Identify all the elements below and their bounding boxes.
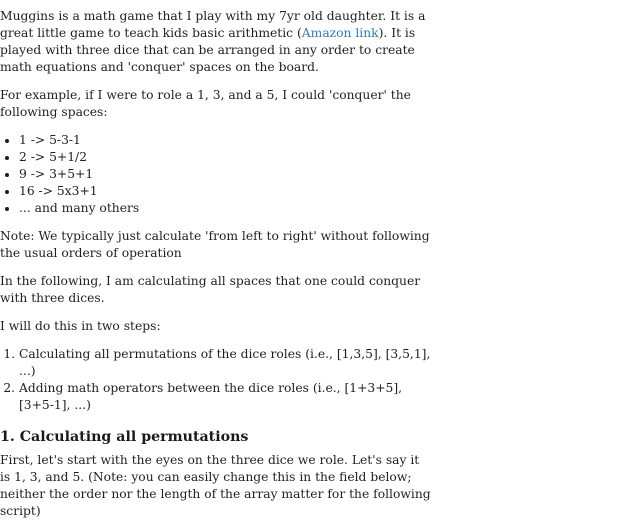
intro-text-end: ). It is played with three dice that can be arranged in any order to create math equations and 'conquer' spaces on the board. xyxy=(0,26,416,74)
list-item: 1. Calculating all permutations of the dice roles (i.e., [1,3,5], [3,5,1], ...) xyxy=(19,346,432,380)
list-item: • 16 -> 5x3+1 xyxy=(19,183,432,200)
example-intro: For example, if I were to role a 1, 3, and a 5, I could 'conquer' the following spaces: xyxy=(0,88,411,119)
list-item: • ... and many others xyxy=(19,200,432,217)
list-item: • 9 -> 3+5+1 xyxy=(19,166,432,183)
intro-paragraph xyxy=(0,8,432,76)
steps-list xyxy=(0,346,432,414)
section-paragraph: First, let's start with the eyes on the three dice we role. Let's say it is 1, 3, and 5. (Note: you can easily change this in the field below; neither the order nor the length of the array matter for the following script) xyxy=(0,453,431,518)
intro-text: Muggins is a math game that I play with my 7yr old daughter. It is a great little game to teach kids basic arithmetic ( xyxy=(0,9,426,40)
following-paragraph: In the following, I am calculating all spaces that one could conquer with three dices. xyxy=(0,274,421,305)
list-item: 2. Adding math operators between the dice roles (i.e., [1+3+5], [3+5-1], ...) xyxy=(19,380,432,414)
note-paragraph: Note: We typically just calculate 'from left to right' without following the usual orders of operation xyxy=(0,229,430,260)
list-item: • 1 -> 5-3-1 xyxy=(19,132,432,149)
examples-list xyxy=(0,132,432,217)
article-body xyxy=(0,8,432,531)
two-steps-paragraph: I will do this in two steps: xyxy=(0,319,161,333)
list-item: • 2 -> 5+1/2 xyxy=(19,149,432,166)
section-heading: 1. Calculating all permutations xyxy=(0,429,249,445)
amazon-link[interactable]: Amazon link xyxy=(301,26,379,40)
